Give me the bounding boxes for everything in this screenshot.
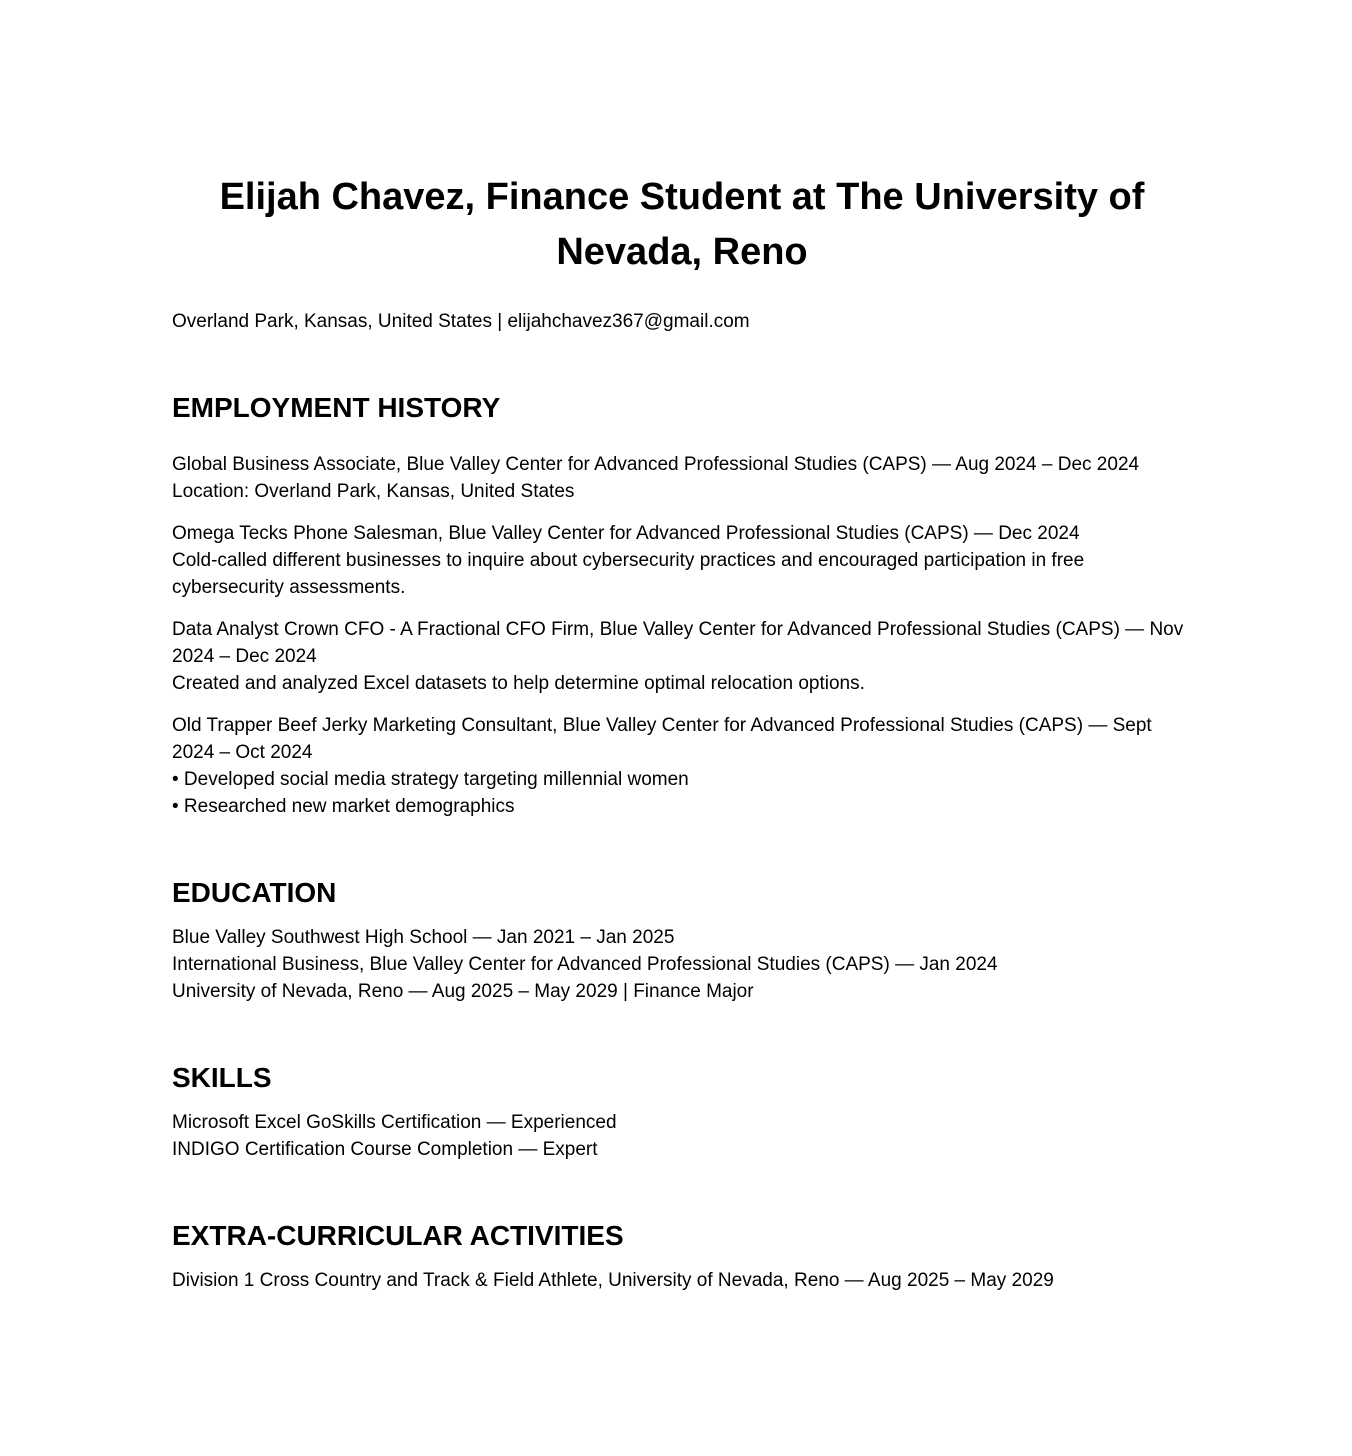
skill-line-excel: Microsoft Excel GoSkills Certification — Experienced (172, 1112, 617, 1133)
section-extra-curricular (172, 1219, 1192, 1294)
extra-curricular-entry (172, 1267, 1192, 1294)
education-line-caps: International Business, Blue Valley Center for Advanced Professional Studies (CAPS) — Jan 2024 (172, 954, 998, 975)
employment-entry-global-business (172, 451, 1192, 505)
education-line-high-school: Blue Valley Southwest High School — Jan 2021 – Jan 2025 (172, 927, 675, 948)
employment-entry-omega-tecks (172, 520, 1192, 601)
entry-title-line: Omega Tecks Phone Salesman, Blue Valley Center for Advanced Professional Studies (CAPS) — Dec 2024 (172, 523, 1080, 544)
education-entry (172, 924, 1192, 1005)
section-skills (172, 1061, 1192, 1163)
entry-detail-line: Created and analyzed Excel datasets to help determine optimal relocation options. (172, 673, 865, 694)
entry-bullet-line: • Researched new market demographics (172, 796, 515, 817)
heading-extra-curricular: EXTRA-CURRICULAR ACTIVITIES (172, 1220, 624, 1251)
entry-bullet-line: • Developed social media strategy targeting millennial women (172, 769, 689, 790)
skill-line-indigo: INDIGO Certification Course Completion — Expert (172, 1139, 598, 1160)
education-line-university: University of Nevada, Reno — Aug 2025 – May 2029 | Finance Major (172, 981, 754, 1002)
heading-employment-history: EMPLOYMENT HISTORY (172, 392, 501, 423)
contact-line: Overland Park, Kansas, United States | elijahchavez367@gmail.com (172, 311, 750, 332)
entry-title-line: Data Analyst Crown CFO - A Fractional CFO Firm, Blue Valley Center for Advanced Professional Studies (CAPS) — Nov 2024 – Dec 2024 (172, 619, 1184, 667)
heading-skills: SKILLS (172, 1062, 272, 1093)
entry-title-line: Old Trapper Beef Jerky Marketing Consultant, Blue Valley Center for Advanced Professional Studies (CAPS) — Sept 2024 – Oct 2024 (172, 715, 1152, 763)
entry-title-line: Global Business Associate, Blue Valley Center for Advanced Professional Studies (CAPS) — Aug 2024 – Dec 2024 (172, 454, 1140, 475)
section-education (172, 876, 1192, 1005)
entry-detail-line: Location: Overland Park, Kansas, United States (172, 481, 575, 502)
entry-detail-line: Cold-called different businesses to inquire about cybersecurity practices and encouraged participation in free cybersecurity assessments. (172, 550, 1085, 598)
section-employment-history (172, 391, 1192, 820)
page-title: Elijah Chavez, Finance Student at The University of Nevada, Reno (219, 176, 1145, 273)
employment-entry-old-trapper (172, 712, 1192, 820)
heading-education: EDUCATION (172, 877, 337, 908)
skills-entry (172, 1109, 1192, 1163)
activity-line-athlete: Division 1 Cross Country and Track & Field Athlete, University of Nevada, Reno — Aug 2025 – May 2029 (172, 1270, 1054, 1291)
employment-entry-data-analyst (172, 616, 1192, 697)
